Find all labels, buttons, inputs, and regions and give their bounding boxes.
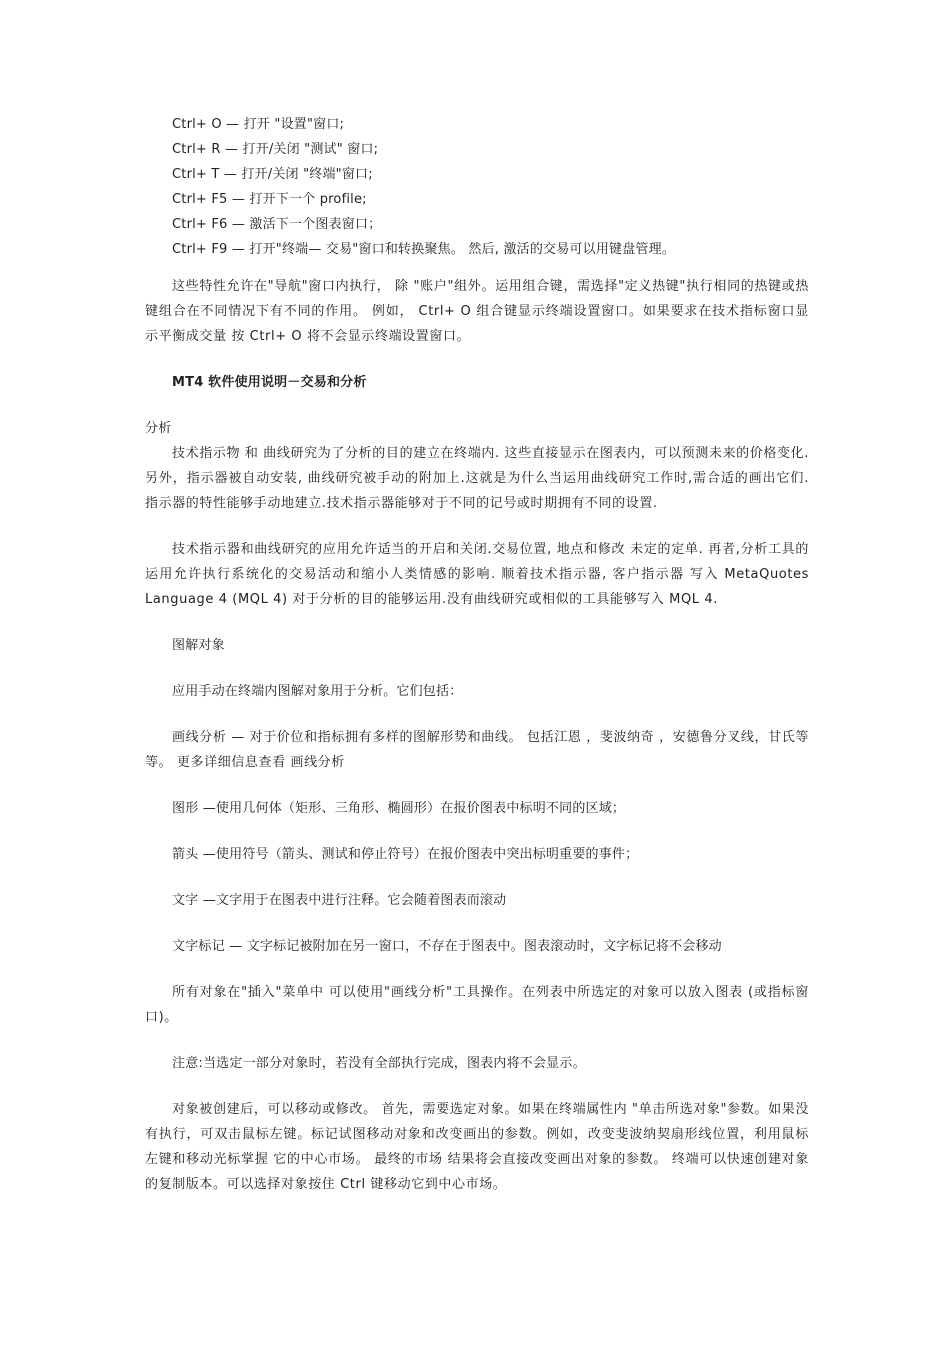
- objects-title: 图解对象: [172, 638, 225, 653]
- move-objects-paragraph: 对象被创建后，可以移动或修改。 首先，需要选定对象。如果在终端属性内 "单击所选对象"参数。如果没有执行，可双击鼠标左键。标记试图移动对象和改变画出的参数。例如，改变斐波纳契扇形线位置，利用鼠标左键和移动光标掌握 它的中心市场。 最终的市场 结果将会直接改变画出对象的参数。 终端可以快速创建对象的复制版本。可以选择对象按住 Ctrl 键移动它到中心市场。: [145, 1102, 809, 1192]
- document-body: [145, 112, 809, 1197]
- arrows-item: 箭头 —使用符号（箭头、测试和停止符号）在报价图表中突出标明重要的事件；: [172, 847, 639, 862]
- insert-menu-paragraph: 所有对象在"插入"菜单中 可以使用"画线分析"工具操作。在列表中所选定的对象可以放入图表 (或指标窗口)。: [145, 985, 809, 1025]
- note-line: 注意:当选定一部分对象时，若没有全部执行完成，图表内将不会显示。: [172, 1056, 586, 1071]
- shortcut-ctrl-t: Ctrl+ T — 打开/关闭 "终端"窗口;: [172, 167, 373, 182]
- analysis-paragraph-2: 技术指示器和曲线研究的应用允许适当的开启和关闭.交易位置, 地点和修改 未定的定单. 再者,分析工具的运用允许执行系统化的交易活动和缩小人类情感的影响. 顺着技术指示器, 客户指示器 写入 MetaQuotes Language 4 (MQL 4) 对于分析的目的能够运用.没有曲线研究或相似的工具能够写入 MQL 4.: [145, 542, 809, 607]
- shortcut-ctrl-f6: Ctrl+ F6 — 激活下一个图表窗口；: [172, 217, 382, 232]
- hotkeys-paragraph: 这些特性允许在"导航"窗口内执行， 除 "账户"组外。运用组合键，需选择"定义热键"执行相同的热键或热键组合在不同情况下有不同的作用。 例如， Ctrl+ O 组合键显示终端设置窗口。如果要求在技术指标窗口显示平衡成交量 按 Ctrl+ O 将不会显示终端设置窗口。: [145, 279, 809, 344]
- shapes-item: 图形 —使用几何体（矩形、三角形、椭圆形）在报价图表中标明不同的区域；: [172, 801, 626, 816]
- text-item: 文字 —文字用于在图表中进行注释。它会随着图表而滚动: [172, 893, 507, 908]
- shortcut-ctrl-r: Ctrl+ R — 打开/关闭 "测试" 窗口;: [172, 142, 379, 157]
- text-labels-item: 文字标记 — 文字标记被附加在另一窗口，不存在于图表中。图表滚动时，文字标记将不会移动: [172, 939, 722, 954]
- shortcut-ctrl-f5: Ctrl+ F5 — 打开下一个 profile;: [172, 192, 367, 207]
- line-studies-paragraph: 画线分析 — 对于价位和指标拥有多样的图解形势和曲线。 包括江恩 ，斐波纳奇 ，安德鲁分叉线，甘氏等等。 更多详细信息查看 画线分析: [145, 730, 809, 770]
- shortcut-ctrl-f9: Ctrl+ F9 — 打开"终端— 交易"窗口和转换聚焦。 然后, 激活的交易可以用键盘管理。: [172, 242, 676, 257]
- shortcut-ctrl-o: Ctrl+ O — 打开 "设置"窗口;: [172, 117, 345, 132]
- analysis-label: 分析: [145, 421, 172, 436]
- objects-intro: 应用手动在终端内图解对象用于分析。它们包括：: [172, 684, 463, 699]
- analysis-paragraph-1: 技术指示物 和 曲线研究为了分析的目的建立在终端内. 这些直接显示在图表内，可以预测未来的价格变化. 另外，指示器被自动安装, 曲线研究被手动的附加上.这就是为什么当运用曲线研究工作时,需合适的画出它们. 指示器的特性能够手动地建立.技术指示器能够对于不同的记号或时期拥有不同的设置.: [145, 446, 809, 511]
- section-title: MT4 软件使用说明－交易和分析: [172, 375, 367, 390]
